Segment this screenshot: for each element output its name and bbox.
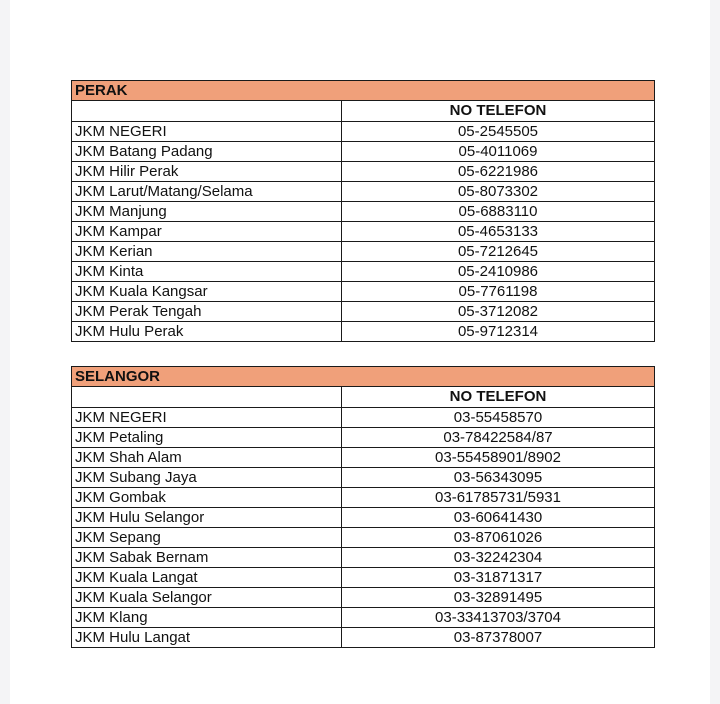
table-row: [72, 428, 655, 448]
phone-number-cell: 05-3712082: [342, 302, 655, 322]
office-name-cell: JKM Sabak Bernam: [72, 548, 342, 568]
phone-number-cell: 03-32242304: [342, 548, 655, 568]
office-name-cell: JKM Kuala Kangsar: [72, 282, 342, 302]
table-row: [72, 588, 655, 608]
office-name-cell: JKM Hulu Langat: [72, 628, 342, 648]
phone-number-cell: 03-87061026: [342, 528, 655, 548]
phone-number-cell: 03-87378007: [342, 628, 655, 648]
table-row: [72, 122, 655, 142]
office-name-cell: JKM Kuala Selangor: [72, 588, 342, 608]
phone-number-cell: 03-33413703/3704: [342, 608, 655, 628]
selangor-table: [71, 386, 655, 648]
office-name-cell: JKM Perak Tengah: [72, 302, 342, 322]
phone-number-cell: 05-8073302: [342, 182, 655, 202]
selangor-column-header-row: [72, 387, 655, 408]
phone-number-cell: 03-55458570: [342, 408, 655, 428]
phone-number-cell: 03-60641430: [342, 508, 655, 528]
document-page: [10, 0, 710, 704]
selangor-section: [71, 366, 655, 648]
table-row: [72, 468, 655, 488]
phone-number-cell: 03-78422584/87: [342, 428, 655, 448]
table-row: [72, 282, 655, 302]
office-name-cell: JKM Sepang: [72, 528, 342, 548]
phone-number-cell: 05-7761198: [342, 282, 655, 302]
office-name-cell: JKM Petaling: [72, 428, 342, 448]
perak-section: [71, 80, 655, 342]
table-row: [72, 162, 655, 182]
phone-number-cell: 03-56343095: [342, 468, 655, 488]
phone-number-cell: 05-6221986: [342, 162, 655, 182]
office-name-cell: JKM Manjung: [72, 202, 342, 222]
perak-blank-header-cell: [72, 101, 342, 122]
phone-number-cell: 05-9712314: [342, 322, 655, 342]
office-name-cell: JKM Shah Alam: [72, 448, 342, 468]
phone-number-cell: 03-61785731/5931: [342, 488, 655, 508]
table-row: [72, 182, 655, 202]
table-row: [72, 488, 655, 508]
phone-number-cell: 05-4011069: [342, 142, 655, 162]
office-name-cell: JKM Hulu Selangor: [72, 508, 342, 528]
table-row: [72, 448, 655, 468]
table-row: [72, 322, 655, 342]
office-name-cell: JKM Hulu Perak: [72, 322, 342, 342]
office-name-cell: JKM Gombak: [72, 488, 342, 508]
table-row: [72, 302, 655, 322]
phone-number-cell: 03-31871317: [342, 568, 655, 588]
office-name-cell: JKM Subang Jaya: [72, 468, 342, 488]
table-row: [72, 548, 655, 568]
phone-number-cell: 03-32891495: [342, 588, 655, 608]
office-name-cell: JKM Larut/Matang/Selama: [72, 182, 342, 202]
office-name-cell: JKM Kuala Langat: [72, 568, 342, 588]
table-row: [72, 202, 655, 222]
phone-number-cell: 05-2545505: [342, 122, 655, 142]
selangor-blank-header-cell: [72, 387, 342, 408]
table-row: [72, 262, 655, 282]
table-row: [72, 142, 655, 162]
perak-phone-column-header: NO TELEFON: [342, 101, 655, 122]
perak-title: PERAK: [71, 80, 655, 100]
office-name-cell: JKM Hilir Perak: [72, 162, 342, 182]
selangor-phone-column-header: NO TELEFON: [342, 387, 655, 408]
perak-column-header-row: [72, 101, 655, 122]
table-row: [72, 408, 655, 428]
office-name-cell: JKM Kinta: [72, 262, 342, 282]
phone-number-cell: 05-2410986: [342, 262, 655, 282]
phone-number-cell: 03-55458901/8902: [342, 448, 655, 468]
office-name-cell: JKM NEGERI: [72, 408, 342, 428]
office-name-cell: JKM Batang Padang: [72, 142, 342, 162]
selangor-title: SELANGOR: [71, 366, 655, 386]
office-name-cell: JKM Kerian: [72, 242, 342, 262]
table-row: [72, 568, 655, 588]
office-name-cell: JKM Klang: [72, 608, 342, 628]
table-row: [72, 608, 655, 628]
table-row: [72, 222, 655, 242]
perak-table-body: [72, 101, 655, 342]
phone-number-cell: 05-4653133: [342, 222, 655, 242]
office-name-cell: JKM Kampar: [72, 222, 342, 242]
table-row: [72, 628, 655, 648]
phone-number-cell: 05-7212645: [342, 242, 655, 262]
table-row: [72, 508, 655, 528]
table-row: [72, 528, 655, 548]
table-row: [72, 242, 655, 262]
selangor-table-body: [72, 387, 655, 648]
phone-number-cell: 05-6883110: [342, 202, 655, 222]
perak-table: [71, 100, 655, 342]
office-name-cell: JKM NEGERI: [72, 122, 342, 142]
